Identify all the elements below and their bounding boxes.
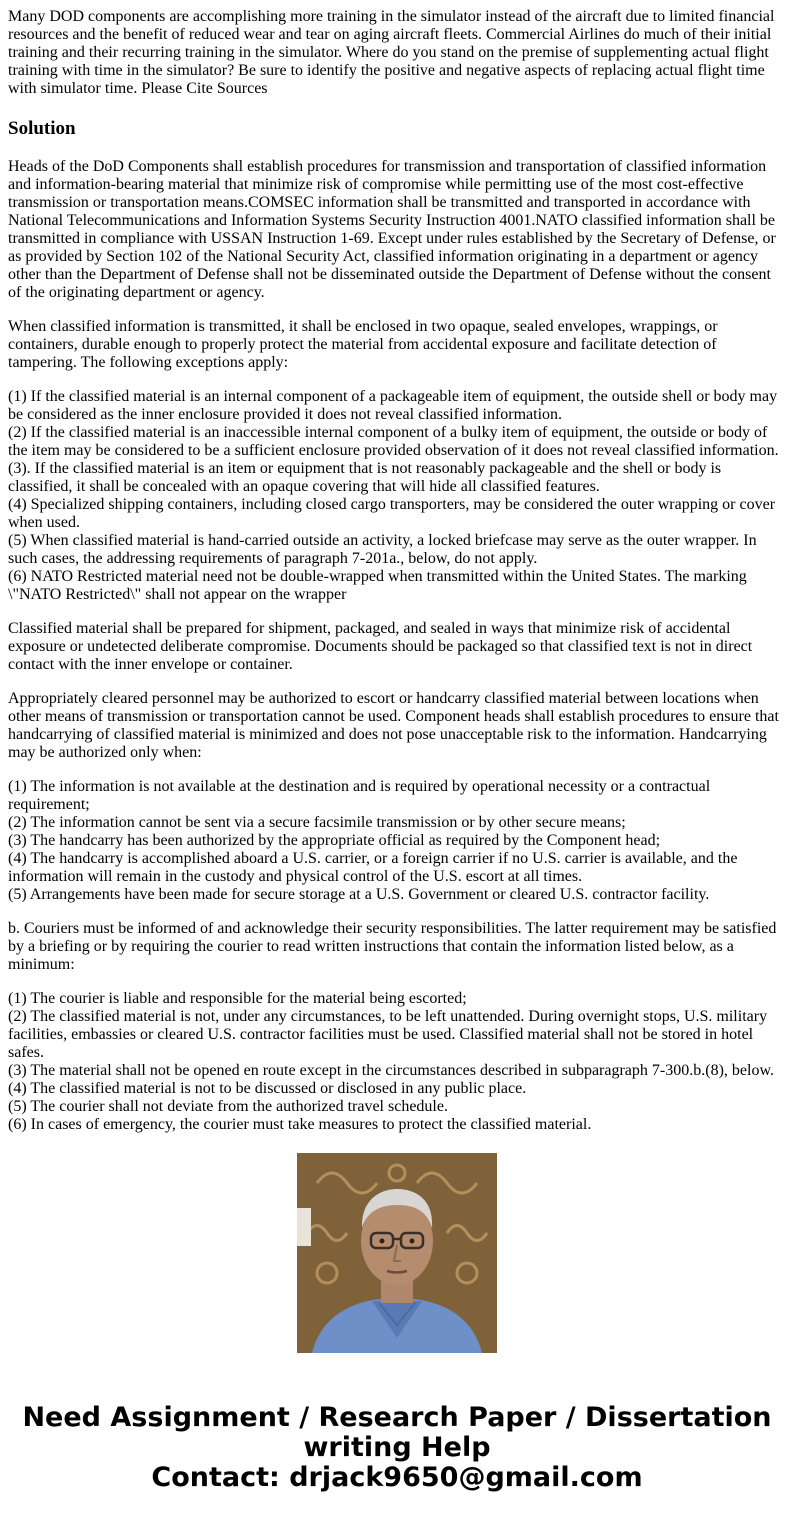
solution-paragraph-1: Heads of the DoD Components shall establish procedures for transmission and transportation of classified information and information-bearing material that minimize risk of compromise while permitting use of the most cost-effective transmission or transportation means.COMSEC information shall be transmitted and transported in accordance with National Telecommunications and Information Systems Security Instruction 4001.NATO classified information shall be transmitted in compliance with USSAN Instruction 1-69. Except under rules established by the Secretary of Defense, or as provided by Section 102 of the National Security Act, classified information originating in a department or agency other than the Department of Defense shall not be disseminated outside the Department of Defense without the consent of the originating department or agency. <box>8 158 776 301</box>
list-item: (3) The material shall not be opened en route except in the circumstances described in subparagraph 7-300.b.(8), below. <box>8 1062 774 1079</box>
list-item: (2) The classified material is not, under any circumstances, to be left unattended. During overnight stops, U.S. military facilities, embassies or cleared U.S. contractor facilities must be used. Classified material shall not be stored in hotel safes. <box>8 1008 768 1061</box>
promo-banner <box>0 1403 794 1493</box>
list-item: (2) If the classified material is an inaccessible internal component of a bulky item of equipment, the outside or body of the item may be considered to be a sufficient enclosure provided observation of it does not reveal classified information. <box>8 424 779 459</box>
list-item: (1) If the classified material is an internal component of a packageable item of equipment, the outside shell or body may be considered as the inner enclosure provided it does not reveal classified information. <box>8 388 778 423</box>
list-item: (2) The information cannot be sent via a secure facsimile transmission or by other secure means; <box>8 814 626 831</box>
list-item: (5) Arrangements have been made for secure storage at a U.S. Government or cleared U.S. contractor facility. <box>8 886 710 903</box>
promo-line-2: writing Help <box>303 1432 491 1463</box>
list-item: (5) When classified material is hand-carried outside an activity, a locked briefcase may serve as the outer wrapper. In such cases, the addressing requirements of paragraph 7-201a., below, do not apply. <box>8 532 757 567</box>
list-item: (4) Specialized shipping containers, including closed cargo transporters, may be considered the outer wrapping or cover when used. <box>8 496 776 531</box>
answer-content <box>8 8 786 1133</box>
list-item: (5) The courier shall not deviate from the authorized travel schedule. <box>8 1098 448 1115</box>
solution-heading: Solution <box>8 118 76 139</box>
promo-line-1: Need Assignment / Research Paper / Dissertation <box>22 1402 772 1433</box>
list-item: (4) The handcarry is accomplished aboard a U.S. carrier, or a foreign carrier if no U.S. carrier is available, and the information will remain in the custody and physical control of the U.S. escort at all times. <box>8 850 738 885</box>
author-photo <box>297 1153 497 1353</box>
handcarry-conditions-list <box>8 778 786 904</box>
list-item: (1) The courier is liable and responsible for the material being escorted; <box>8 990 467 1007</box>
list-item: (4) The classified material is not to be discussed or disclosed in any public place. <box>8 1080 527 1097</box>
solution-paragraph-5: b. Couriers must be informed of and acknowledge their security responsibilities. The latter requirement may be satisfied by a briefing or by requiring the courier to read written instructions that contain the information listed below, as a minimum: <box>8 920 777 973</box>
promo-contact: Contact: drjack9650@gmail.com <box>151 1462 643 1493</box>
solution-paragraph-2: When classified information is transmitted, it shall be enclosed in two opaque, sealed envelopes, wrappings, or containers, durable enough to properly protect the material from accidental exposure and facilitate detection of tampering. The following exceptions apply: <box>8 318 718 371</box>
solution-paragraph-4: Appropriately cleared personnel may be authorized to escort or handcarry classified material between locations when other means of transmission or transportation cannot be used. Component heads shall establish procedures to ensure that handcarrying of classified material is minimized and does not pose unacceptable risk to the information. Handcarrying may be authorized only when: <box>8 690 779 761</box>
exceptions-list <box>8 388 786 604</box>
list-item: (3) The handcarry has been authorized by the appropriate official as required by the Component head; <box>8 832 661 849</box>
list-item: (6) In cases of emergency, the courier must take measures to protect the classified material. <box>8 1116 592 1133</box>
list-item: (3). If the classified material is an item or equipment that is not reasonably packageable and the shell or body is classified, it shall be concealed with an opaque covering that will hide all classified features. <box>8 460 722 495</box>
solution-paragraph-3: Classified material shall be prepared for shipment, packaged, and sealed in ways that minimize risk of accidental exposure or undetected deliberate compromise. Documents should be packaged so that classified text is not in direct contact with the inner envelope or container. <box>8 620 753 673</box>
courier-rules-list <box>8 990 786 1134</box>
list-item: (6) NATO Restricted material need not be double-wrapped when transmitted within the United States. The marking \"NATO Restricted\" shall not appear on the wrapper <box>8 568 747 603</box>
list-item: (1) The information is not available at the destination and is required by operational necessity or a contractual requirement; <box>8 778 711 813</box>
question-text: Many DOD components are accomplishing more training in the simulator instead of the aircraft due to limited financial resources and the benefit of reduced wear and tear on aging aircraft fleets. Commercial Airlines do much of their initial training and their recurring training in the simulator. Where do you stand on the premise of supplementing actual flight training with time in the simulator? Be sure to identify the positive and negative aspects of replacing actual flight time with simulator time. Please Cite Sources <box>8 8 775 97</box>
author-avatar <box>297 1153 497 1353</box>
